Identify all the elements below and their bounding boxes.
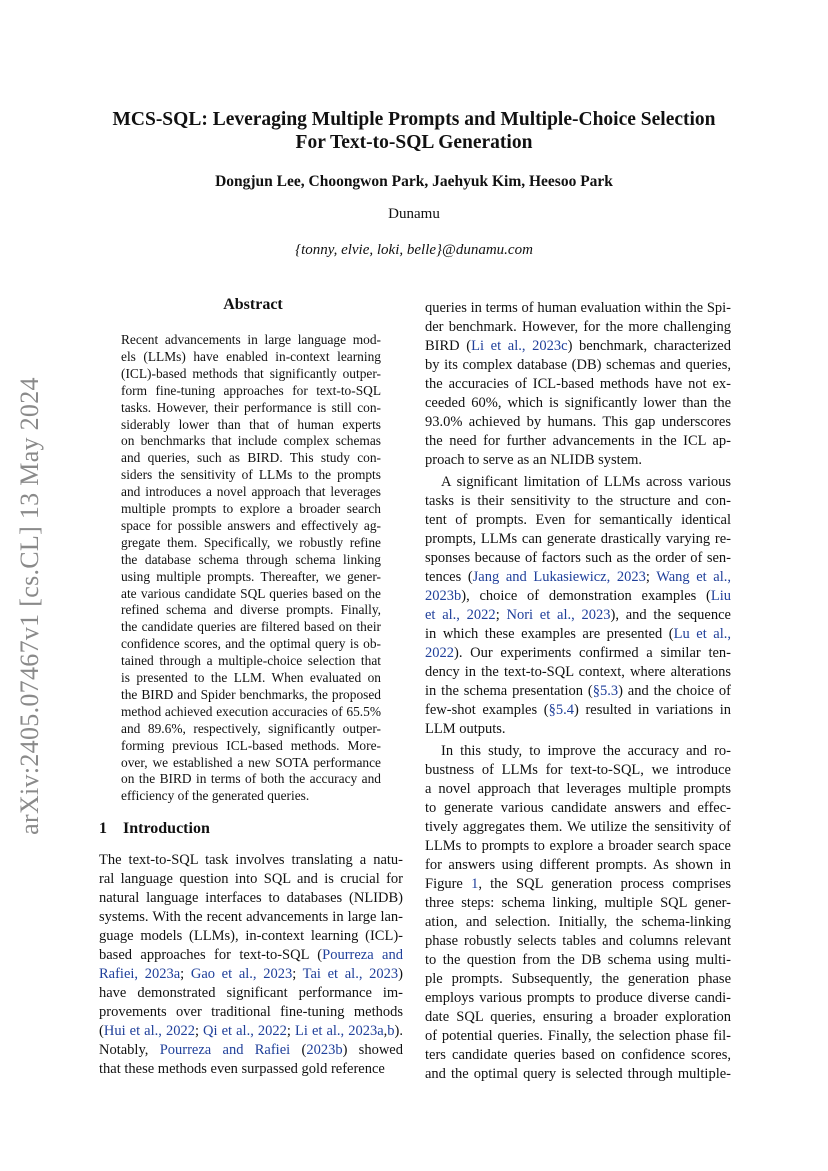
text-line: dency in the text-to-SQL context, where alterations <box>425 664 731 680</box>
text-line: phase robustly selects tables and columns relevant <box>425 933 731 949</box>
text-line: der benchmark. However, for the more challenging <box>425 319 731 335</box>
abstract-line: confidence scores, and the optimal query is ob- <box>121 636 381 652</box>
title-line-1: MCS-SQL: Leveraging Multiple Prompts and Multiple-Choice Selection <box>112 109 716 130</box>
text-line: tasks is their sensitivity to the structure and con- <box>425 493 731 509</box>
text-line: ters candidate queries based on confidence scores, <box>425 1047 731 1063</box>
abstract-line: and introduces a novel approach that leverages <box>121 484 381 500</box>
citation-link[interactable]: 2023b <box>425 588 462 604</box>
text-line: LLM outputs. <box>425 721 506 737</box>
text-line: have demonstrated significant performance im- <box>99 985 403 1001</box>
text-line: 2022). Our experiments confirmed a similar ten- <box>425 645 731 661</box>
text-line: in the schema presentation (§5.3) and the choice of <box>425 683 731 699</box>
abstract-line: on benchmarks that include complex schemas <box>121 433 381 449</box>
citation-link[interactable]: 2022 <box>425 645 454 661</box>
citation-link[interactable]: Liu <box>710 588 731 604</box>
abstract-line: is presented to the LLM. When evaluated on <box>121 670 381 685</box>
text-line: Rafiei, 2023a; Gao et al., 2023; Tai et al., 2023) <box>99 966 403 982</box>
text-line: Notably, Pourreza and Rafiei (2023b) showed <box>99 1042 403 1058</box>
text-line: prompts, LLMs can generate drastically varying re- <box>425 531 731 547</box>
text-line: date SQL queries, ensuring a broader exploration <box>425 1009 731 1025</box>
abstract-line: over, we established a new SOTA performance <box>121 754 381 770</box>
section-number: 1 <box>99 820 107 837</box>
abstract-line: ate various candidate SQL queries based on the <box>121 585 381 601</box>
text-line: to generate various candidate answers and effec- <box>425 800 731 816</box>
abstract-heading: Abstract <box>223 296 283 313</box>
text-line: 93.0% achieved by humans. This gap underscores <box>425 414 731 430</box>
abstract-line: space for possible answers and effectively ag- <box>121 517 381 533</box>
citation-link[interactable]: Wang et al., <box>656 569 731 585</box>
text-line: the need for further advancements in the ICL ap- <box>425 433 731 449</box>
text-line: ral language question into SQL and is crucial for <box>99 871 403 887</box>
text-line: Figure 1, the SQL generation process comprises <box>425 876 731 892</box>
abstract-line: (ICL)-based methods that significantly outper- <box>121 365 381 381</box>
text-line: tences (Jang and Lukasiewicz, 2023; Wang et al., <box>425 569 731 585</box>
citation-link[interactable]: 2023b <box>306 1042 343 1058</box>
text-line: employs various prompts to produce diverse candi- <box>425 990 731 1006</box>
abstract-line: siderably lower than that of human experts <box>121 416 381 432</box>
abstract-line: and 89.6%, respectively, significantly outper- <box>121 720 381 736</box>
citation-link[interactable]: Jang and Lukasiewicz, 2023 <box>472 569 646 585</box>
abstract-line: tained through a multiple-choice selection that <box>121 653 381 669</box>
affiliation: Dunamu <box>388 206 440 222</box>
abstract-line: forming previous ICL-based methods. More- <box>121 737 381 753</box>
text-line: to the question from the DB schema using multi- <box>425 952 731 968</box>
text-line: et al., 2022; Nori et al., 2023), and the sequence <box>425 607 731 623</box>
text-line: A significant limitation of LLMs across various <box>441 474 731 490</box>
text-line: based approaches for text-to-SQL (Pourreza and <box>99 947 403 963</box>
text-line: The text-to-SQL task involves translating a natu- <box>99 852 403 868</box>
text-line: 2023b), choice of demonstration examples (Liu <box>425 588 731 604</box>
arxiv-id-text: arXiv:2405.07467v1 [cs.CL] 13 May 2024 <box>15 377 44 835</box>
text-line: proach to serve as an NLIDB system. <box>425 452 643 468</box>
abstract-line: tasks. However, their performance is still con- <box>121 399 381 415</box>
abstract-line: els (LLMs) have enabled in-context learning <box>121 348 381 364</box>
abstract-line: the database schema through schema linking <box>121 551 381 567</box>
abstract-line: method achieved execution accuracies of 65.5% <box>121 703 381 719</box>
abstract-line: form fine-tuning approaches for text-to-SQL <box>121 382 381 398</box>
text-line: queries in terms of human evaluation within the Spi- <box>425 300 731 316</box>
text-line: a novel approach that leverages multiple prompts <box>425 781 731 797</box>
abstract-line: on the BIRD in terms of both the accuracy and <box>121 771 381 787</box>
text-line: In this study, to improve the accuracy and ro- <box>441 743 731 759</box>
abstract-line: gregate them. Specifically, we robustly refine <box>121 534 381 550</box>
citation-link[interactable]: Pourreza and Rafiei <box>159 1042 291 1058</box>
text-line: by its complex database (DB) schemas and queries, <box>425 357 731 373</box>
abstract-line: efficiency of the generated queries. <box>121 788 310 804</box>
text-line: and the optimal query is selected through multiple- <box>425 1066 731 1082</box>
text-line: LLMs to prompts to explore a broader search space <box>425 838 731 854</box>
citation-link[interactable]: Qi et al., 2022 <box>203 1023 287 1039</box>
figure-link[interactable]: 1 <box>471 876 479 892</box>
text-line: three steps: schema linking, multiple SQL gener- <box>425 895 731 911</box>
abstract-line: Recent advancements in large language mod- <box>121 332 381 347</box>
text-line: few-shot examples (§5.4) resulted in variations in <box>425 702 732 718</box>
citation-link[interactable]: Rafiei, 2023a <box>99 966 181 982</box>
text-line: natural language interfaces to databases (NLIDB) <box>99 890 403 906</box>
text-line: bustness of LLMs for text-to-SQL, we introduce <box>425 762 731 778</box>
citation-link[interactable]: Li et al., 2023c <box>471 338 568 354</box>
abstract-line: and queries, such as BIRD. This study con- <box>121 450 381 466</box>
author-emails: {tonny, elvie, loki, belle}@dunamu.com <box>295 242 533 258</box>
citation-link[interactable]: Lu et al., <box>673 626 731 642</box>
text-line: provements over traditional fine-tuning methods <box>99 1004 403 1020</box>
text-line: ple prompts. Subsequently, the generation phase <box>425 971 731 987</box>
authors: Dongjun Lee, Choongwon Park, Jaehyuk Kim, Heesoo Park <box>215 173 613 190</box>
text-line: the accuracies of ICL-based methods have not ex- <box>425 376 731 392</box>
text-line: in which these examples are presented (Lu et al., <box>425 626 731 642</box>
section-link[interactable]: §5.4 <box>548 702 574 718</box>
citation-link[interactable]: et al., 2022 <box>425 607 496 623</box>
citation-link[interactable]: Nori et al., 2023 <box>506 607 611 623</box>
citation-link[interactable]: Pourreza and <box>322 947 403 963</box>
citation-link[interactable]: Hui et al., 2022 <box>103 1023 195 1039</box>
text-line: sponses because of factors such as the order of sen- <box>425 550 731 566</box>
text-line: tent of prompts. Even for semantically identical <box>425 512 731 528</box>
text-line: ceeded 60%, which is significantly lower than the <box>425 395 731 411</box>
abstract-line: refined schema and diverse prompts. Finally, <box>121 602 381 618</box>
citation-link[interactable]: Li et al., 2023a <box>295 1023 384 1039</box>
text-line: of potential queries. Finally, the selection phase fil- <box>425 1028 731 1044</box>
abstract-line: using multiple prompts. Thereafter, we gener- <box>121 568 381 584</box>
abstract-line: siders the sensitivity of LLMs to the prompts <box>121 467 381 483</box>
abstract-line: the candidate queries are filtered based on their <box>121 619 381 635</box>
abstract-line: the BIRD and Spider benchmarks, the proposed <box>121 686 381 702</box>
section-link[interactable]: §5.3 <box>592 683 619 699</box>
text-line: for answers using different prompts. As shown in <box>425 857 731 873</box>
abstract-line: multiple prompts to explore a broader search <box>121 501 381 516</box>
paper-title <box>60 108 768 154</box>
text-line: (Hui et al., 2022; Qi et al., 2022; Li et al., 2023a,b). <box>99 1023 404 1039</box>
text-line: guage models (LLMs), in-context learning (ICL)- <box>99 928 403 944</box>
section-title: Introduction <box>123 820 210 837</box>
text-line: BIRD (Li et al., 2023c) benchmark, characterized <box>425 338 731 354</box>
citation-link[interactable]: Tai et al., 2023 <box>302 966 399 982</box>
arxiv-identifier <box>15 356 45 856</box>
text-line: ation, and selection. Initially, the schema-linking <box>425 914 731 930</box>
title-line-2: For Text-to-SQL Generation <box>295 132 533 153</box>
text-line: systems. With the recent advancements in large lan- <box>99 909 403 925</box>
text-line: that these methods even surpassed gold reference <box>99 1061 385 1077</box>
section-heading-introduction <box>99 820 210 838</box>
citation-link[interactable]: Gao et al., 2023 <box>190 966 293 982</box>
citation-link[interactable]: b <box>387 1023 395 1039</box>
text-line: tively aggregates them. We utilize the sensitivity of <box>425 819 731 835</box>
